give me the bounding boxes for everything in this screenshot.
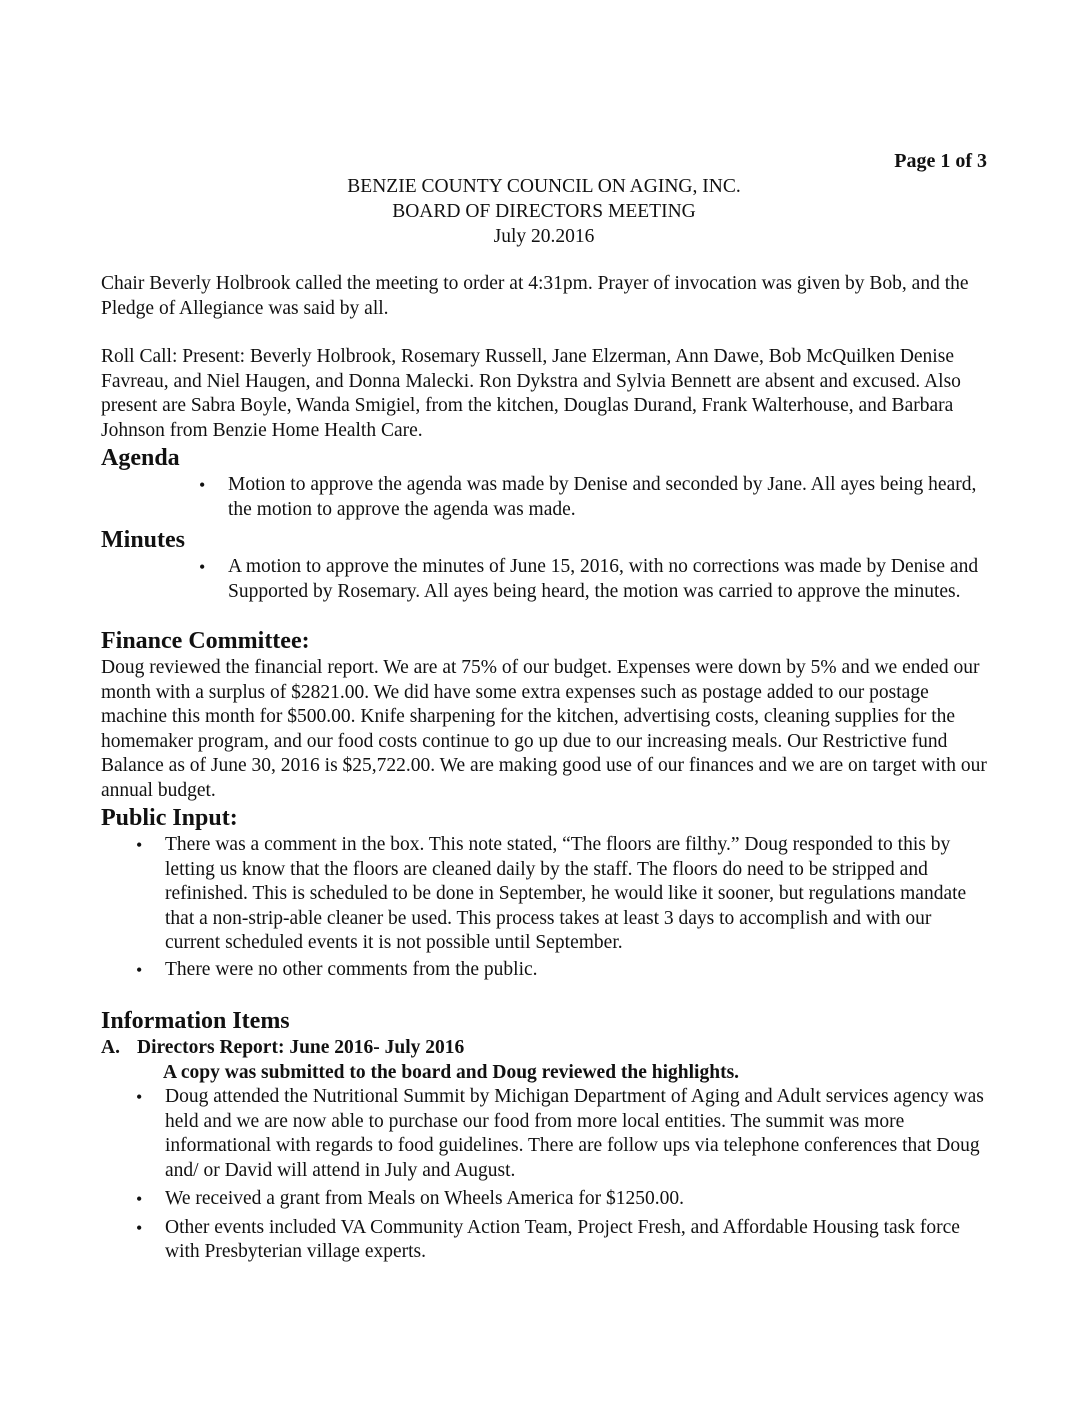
- finance-heading: Finance Committee:: [101, 628, 310, 654]
- minutes-body: [101, 272, 991, 1265]
- list-item: • We received a grant from Meals on Wheels America for $1250.00.: [165, 1187, 991, 1212]
- information-heading: Information Items: [101, 1008, 290, 1034]
- document-header: [0, 174, 1088, 249]
- agenda-list: [101, 473, 991, 522]
- call-to-order-paragraph: Chair Beverly Holbrook called the meeting to order at 4:31pm. Prayer of invocation was given by Bob, and the Pledge of Allegiance was said by all.: [101, 273, 969, 319]
- minutes-heading: Minutes: [101, 527, 185, 553]
- list-item: • Other events included VA Community Action Team, Project Fresh, and Affordable Housing task force with Presbyterian village experts.: [136, 1216, 960, 1262]
- directors-report-subheading: [101, 1036, 991, 1061]
- list-item: • Motion to approve the agenda was made by Denise and seconded by Jane. All ayes being heard, the motion to approve the agenda was made.: [199, 474, 977, 520]
- subheading-title: Directors Report: June 2016- July 2016: [137, 1037, 465, 1058]
- list-item: • There were no other comments from the public.: [165, 958, 991, 983]
- agenda-heading: Agenda: [101, 445, 180, 471]
- page-number: Page 1 of 3: [894, 150, 987, 172]
- list-item: • There was a comment in the box. This note stated, “The floors are filthy.” Doug responded to this by letting us know that the floors are cleaned daily by the staff. The floors do need to be stripped and refinished. This is scheduled to be done in September, he would like it sooner, but regulations mandate that a non-strip-able cleaner be used. This process takes at least 3 days to accomplish and with our current scheduled events it is not possible until September.: [136, 834, 967, 953]
- bullet-icon: •: [136, 1189, 143, 1209]
- finance-paragraph: Doug reviewed the financial report. We are at 75% of our budget. Expenses were down by 5% and we ended our month with a surplus of $2821.00. We did have some extra expenses such as postage added to our postage machine this month for $500.00. Knife sharpening for the kitchen, advertising costs, cleaning supplies for the homemaker program, and our food costs continue to go up due to our increasing meals. Our Restrictive fund Balance as of June 30, 2016 is $25,722.00. We are making good use of our finances and we are on target with our annual budget.: [101, 657, 987, 801]
- bullet-icon: •: [136, 1087, 143, 1107]
- bullet-icon: •: [199, 557, 206, 577]
- list-item: • A motion to approve the minutes of June 15, 2016, with no corrections was made by Denise and Supported by Rosemary. All ayes being heard, the motion was carried to approve the minutes.: [199, 556, 979, 602]
- bullet-icon: •: [199, 475, 206, 495]
- meeting-date: July 20.2016: [493, 226, 595, 247]
- public-input-list: [101, 833, 991, 982]
- directors-report-note: A copy was submitted to the board and Doug reviewed the highlights.: [163, 1061, 740, 1083]
- list-item: • Doug attended the Nutritional Summit by Michigan Department of Aging and Adult services agency was held and we are now able to purchase our food from more local entities. The summit was more informational with regards to food guidelines. There are follow ups via telephone conferences that Doug and/ or David will attend in July and August.: [136, 1086, 984, 1181]
- bullet-icon: •: [136, 959, 143, 980]
- public-input-heading: Public Input:: [101, 805, 238, 831]
- meeting-title: BOARD OF DIRECTORS MEETING: [392, 201, 696, 222]
- minutes-list: [101, 555, 991, 604]
- bullet-icon: •: [136, 835, 143, 855]
- subheading-letter: A.: [101, 1037, 120, 1058]
- information-list: [101, 1085, 991, 1265]
- bullet-icon: •: [136, 1217, 143, 1238]
- roll-call-paragraph: Roll Call: Present: Beverly Holbrook, Rosemary Russell, Jane Elzerman, Ann Dawe, Bob McQuilken Denise Favreau, and Niel Haugen, and Donna Malecki. Ron Dykstra and Sylvia Bennett are absent and excused. Also present are Sabra Boyle, Wanda Smigiel, from the kitchen, Douglas Durand, Frank Walterhouse, and Barbara Johnson from Benzie Home Health Care.: [101, 346, 961, 441]
- org-name: BENZIE COUNTY COUNCIL ON AGING, INC.: [347, 176, 741, 197]
